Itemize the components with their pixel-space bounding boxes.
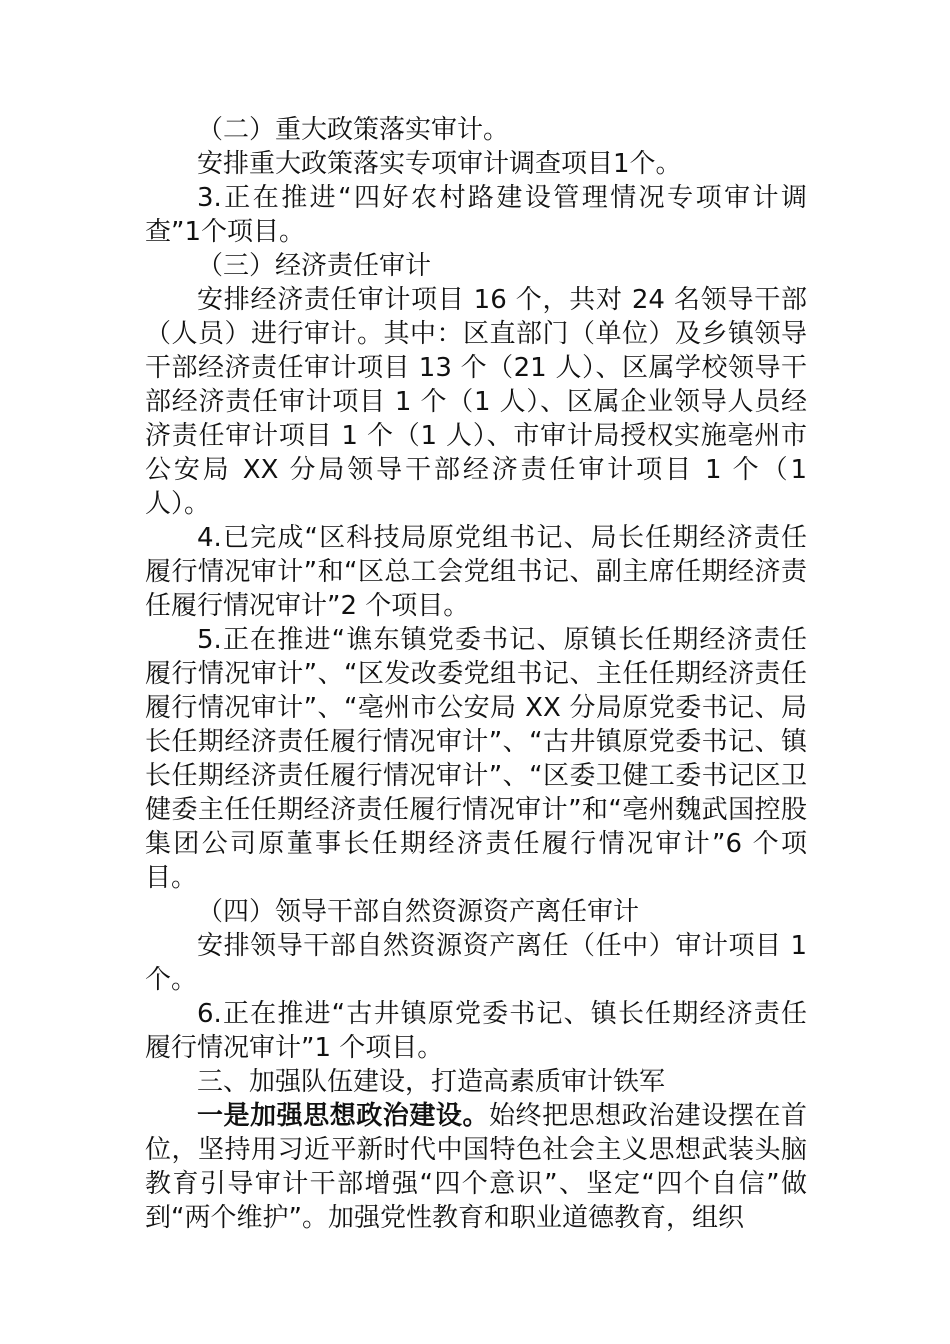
paragraph-political-building-text: 始终把思想政治建设摆在首位，坚持用习近平新时代中国特色社会主义思想武装头脑教育引导审计干部增强“四个意识”、坚定“四个自信”做到“两个维护”。加强党性教育和职业道德教育，组织 [145,1101,807,1233]
paragraph-gujing-project: 6.正在推进“古井镇原党委书记、镇长任期经济责任履行情况审计”1 个项目。 [145,999,807,1063]
paragraph-rural-road-project: 3.正在推进“四好农村路建设管理情况专项审计调查”1个项目。 [145,183,807,247]
section-heading-team-building: 三、加强队伍建设，打造高素质审计铁军 [197,1067,666,1097]
paragraph-economic-responsibility-plan: 安排经济责任审计项目 16 个，共对 24 名领导干部（人员）进行审计。其中：区直部门（单位）及乡镇领导干部经济责任审计项目 13 个（21 人）、区属学校领导干部经济责任审计项目 1 个（1 人）、区属企业领导人员经济责任审计项目 1 个（1 人）、市审计局授权实施亳州市公安局 XX 分局领导干部经济责任审计项目 1 个（1 人）。 [145,285,807,519]
paragraph-major-policy-plan: 安排重大政策落实专项审计调查项目1个。 [197,149,682,179]
paragraph-natural-resources-plan: 安排领导干部自然资源资产离任（任中）审计项目 1 个。 [145,931,807,995]
section-heading-major-policy: （二）重大政策落实审计。 [197,115,510,145]
paragraph-completed-projects: 4.已完成“区科技局原党组书记、局长任期经济责任履行情况审计”和“区总工会党组书记、副主席任期经济责任履行情况审计”2 个项目。 [145,523,807,621]
document-body [145,113,807,1235]
section-heading-economic-responsibility: （三）经济责任审计 [197,251,432,281]
paragraph-ongoing-projects: 5.正在推进“谯东镇党委书记、原镇长任期经济责任履行情况审计”、“区发改委党组书记、主任任期经济责任履行情况审计”、“亳州市公安局 XX 分局原党委书记、局长任期经济责任履行情况审计”、“古井镇原党委书记、镇长任期经济责任履行情况审计”、“区委卫健工委书记区卫健委主任任期经济责任履行情况审计”和“亳州魏武国控股集团公司原董事长任期经济责任履行情况审计”6 个项目。 [145,625,807,893]
section-heading-natural-resources: （四）领导干部自然资源资产离任审计 [197,897,640,927]
bold-lead-phrase: 一是加强思想政治建设。 [197,1101,489,1131]
paragraph-political-building [145,1099,807,1235]
